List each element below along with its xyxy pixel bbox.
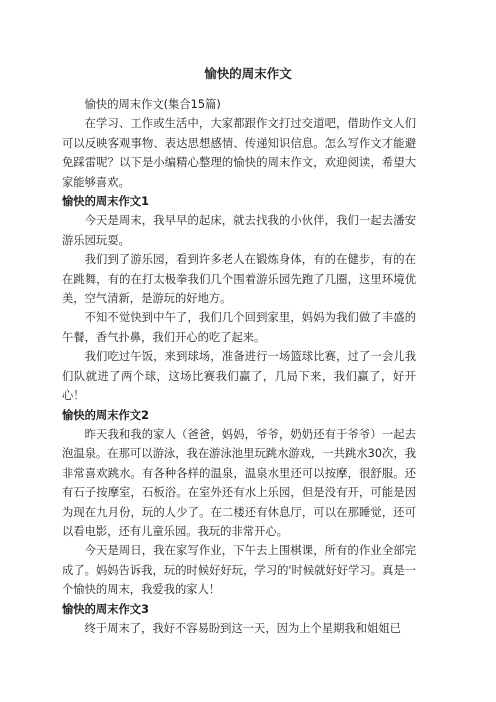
section-heading-1: 愉快的周末作文1 — [62, 195, 149, 209]
intro-paragraph: 在学习、工作或生活中，大家都跟作文打过交道吧，借助作文人们可以反映客观事物、表达思想感情、传递知识信息。怎么写作文才能避免踩雷呢？以下是小编精心整理的愉快的周末作文，欢迎阅读，希望大家能够喜欢。 — [62, 117, 416, 189]
section-heading-3: 愉快的周末作文3 — [62, 602, 149, 616]
section-2-paragraph: 今天是周日，我在家写作业，下午去上围棋课，所有的作业全部完成了。妈妈告诉我，玩的时候好好玩，学习的'时候就好好学习。真是一个愉快的周末，我爱我的家人！ — [62, 544, 416, 597]
document-title: 愉快的周末作文 — [204, 66, 292, 81]
section-1-paragraph: 我们到了游乐园，看到许多老人在锻炼身体，有的在健步，有的在在跳舞，有的在打太极拳我们几个围着游乐园先跑了几圈，这里环境优美，空气清新，是游玩的好地方。 — [62, 253, 416, 306]
intro-line: 愉快的周末作文(集合15篇) — [84, 98, 221, 111]
section-heading-2: 愉快的周末作文2 — [62, 408, 149, 422]
section-1-paragraph: 我们吃过午饭，来到球场，准备进行一场篮球比赛，过了一会儿我们队就进了两个球，这场比赛我们赢了，几局下来，我们赢了，好开心！ — [62, 350, 416, 403]
document-body — [62, 95, 416, 638]
section-1-paragraph: 今天是周末，我早早的起床，就去找我的小伙伴，我们一起去潘安游乐园玩耍。 — [62, 214, 416, 247]
section-3-paragraph: 终于周末了，我好不容易盼到这一天，因为上个星期我和姐姐已 — [84, 621, 401, 635]
section-2-paragraph: 昨天我和我的家人（爸爸，妈妈，爷爷，奶奶还有于爷爷）一起去泡温泉。在那可以游泳，我在游泳池里玩跳水游戏，一共跳水30次，我非常喜欢跳水。有各种各样的温泉，温泉水里还可以按摩，很舒服。还有石子按摩室，石板浴。在室外还有水上乐园，但是没有开，可能是因为现在九月份，玩的人少了。在二楼还有休息厅，可以在那睡觉，还可以看电影，还有儿童乐园。我玩的非常开心。 — [62, 427, 416, 538]
section-1-paragraph: 不知不觉快到中午了，我们几个回到家里，妈妈为我们做了丰盛的午餐，香气扑鼻，我们开心的吃了起来。 — [62, 311, 416, 344]
